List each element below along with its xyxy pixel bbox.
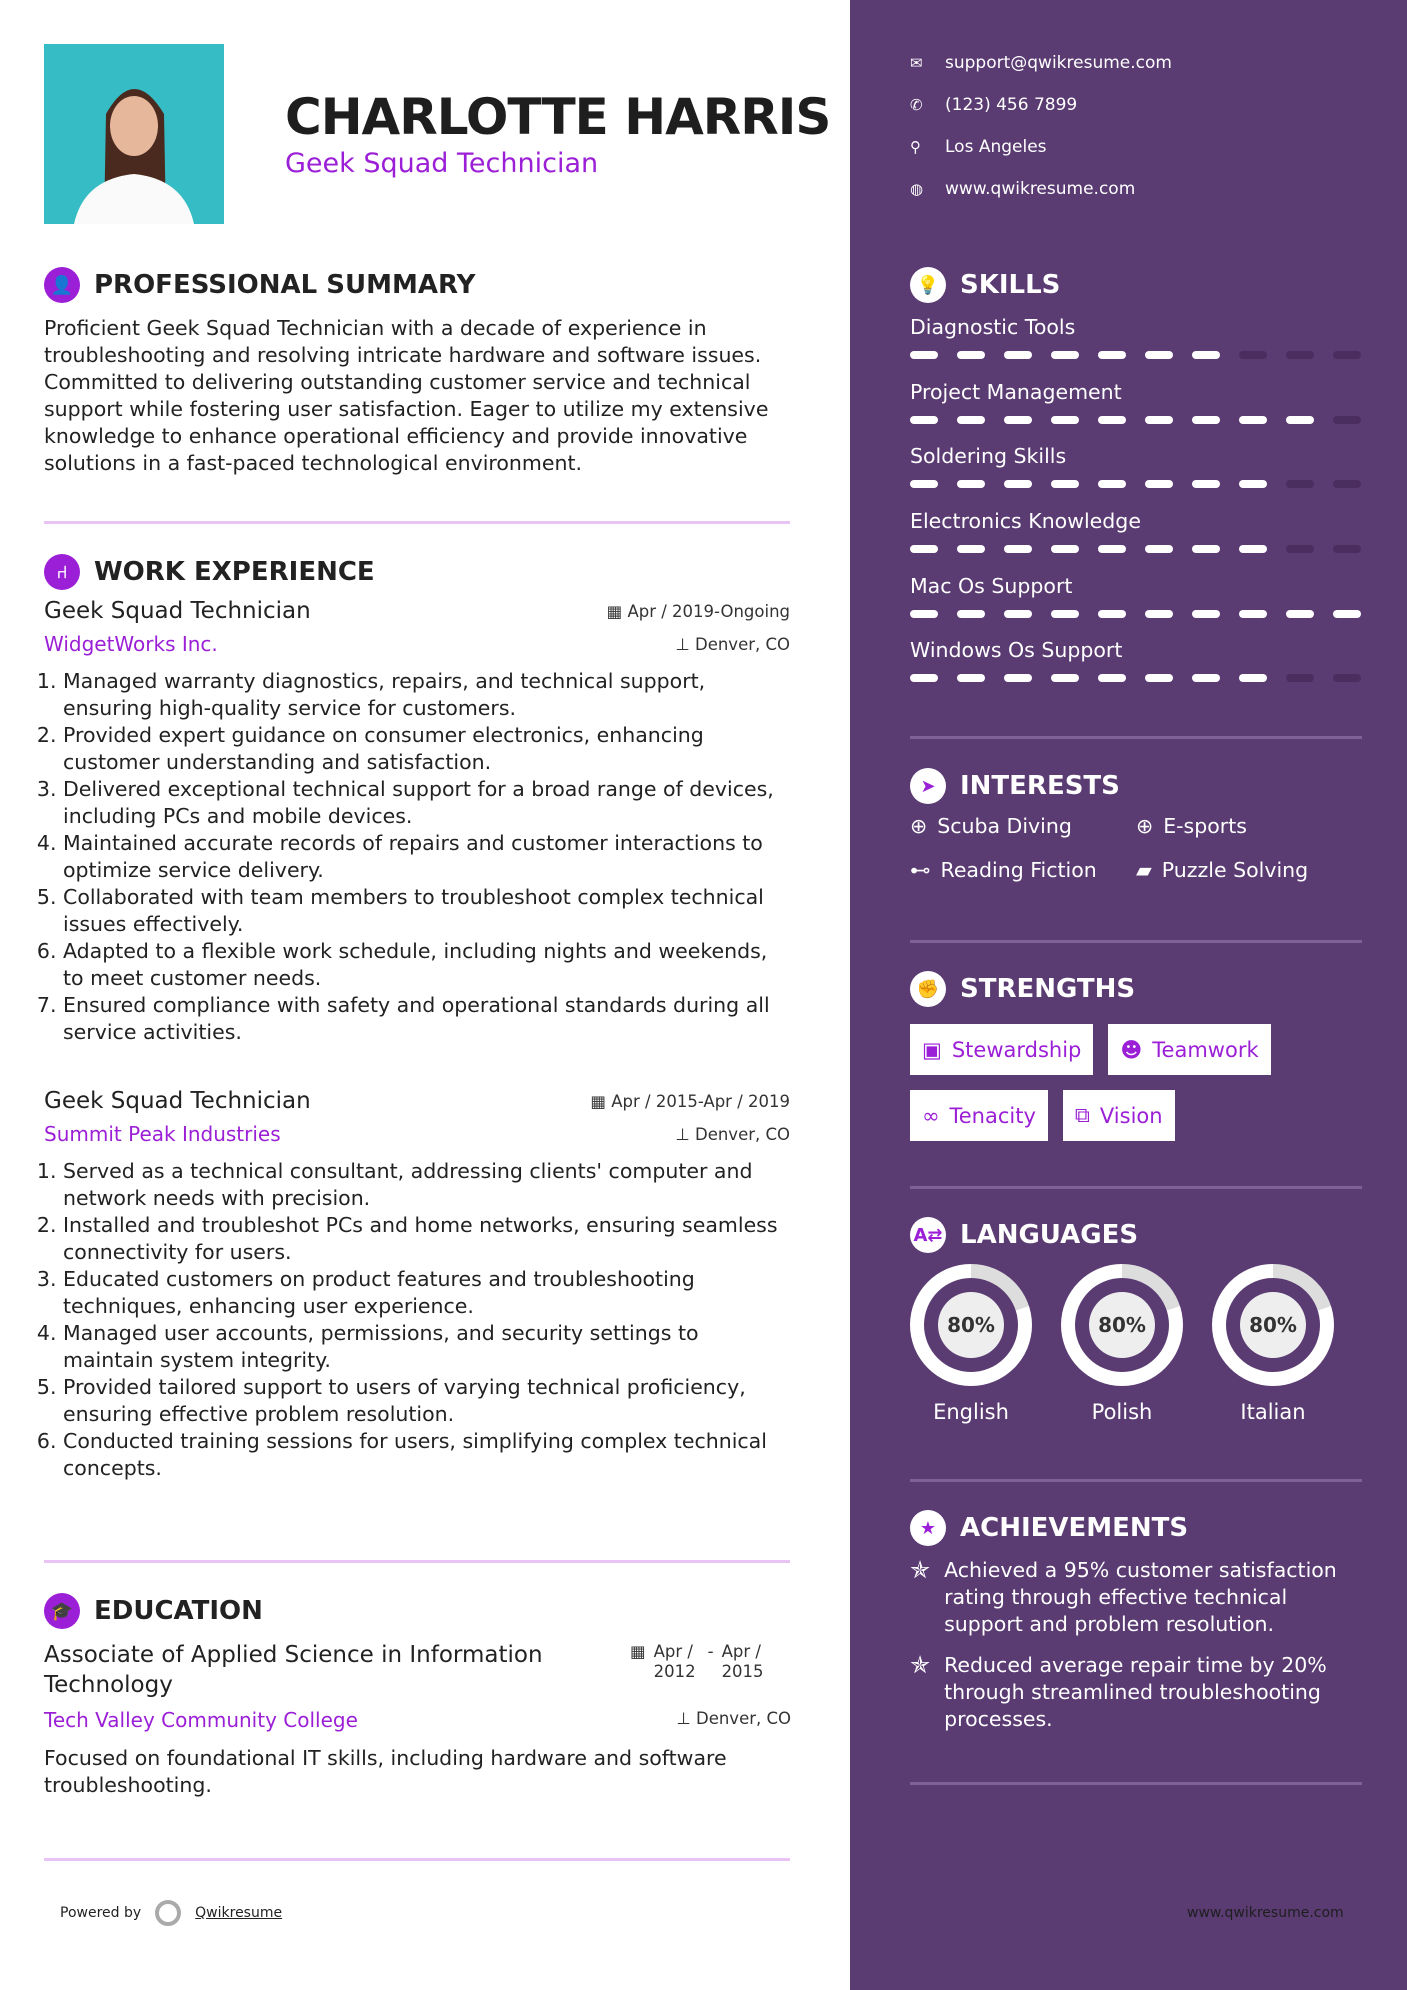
calendar-icon: ▦ [606, 601, 628, 621]
skill-level-segment [910, 545, 938, 553]
briefcase-icon: ▣ [922, 1037, 942, 1062]
skill-level-segment [1333, 545, 1361, 553]
job-bullet: 2. Provided expert guidance on consumer electronics, enhancing customer understanding and satisfaction. [63, 722, 790, 776]
skill-level-segment [1333, 480, 1361, 488]
skill-level-segment [1145, 416, 1173, 424]
interest-name: Reading Fiction [940, 858, 1097, 882]
skill-item [910, 444, 1361, 509]
languages-heading-text: LANGUAGES [960, 1220, 1139, 1250]
education-heading [44, 1593, 263, 1629]
skill-level-segment [1239, 351, 1267, 359]
contact-text: support@qwikresume.com [945, 53, 1172, 73]
interest-name: Scuba Diving [937, 814, 1072, 838]
skill-level-segment [1004, 480, 1032, 488]
divider [44, 1560, 790, 1563]
job-dates [590, 1092, 790, 1111]
envelope-icon: ✉ [910, 54, 923, 72]
skill-level-segment [1192, 480, 1220, 488]
job-bullets [44, 668, 790, 1046]
language-item [1061, 1264, 1183, 1424]
strength-name: Vision [1099, 1103, 1163, 1128]
interest-item [910, 814, 1136, 838]
language-name: Italian [1240, 1400, 1306, 1424]
skill-level-segment [957, 545, 985, 553]
divider [44, 521, 790, 524]
globe-icon: ◍ [910, 180, 924, 198]
education-dates [630, 1642, 768, 1682]
interests-heading-text: INTERESTS [960, 771, 1120, 801]
skill-level-segment [1004, 610, 1032, 618]
contact-item[interactable] [910, 168, 1172, 210]
summary-heading-text: PROFESSIONAL SUMMARY [94, 270, 476, 300]
job-bullet: 7. Ensured compliance with safety and operational standards during all service activities. [63, 992, 790, 1046]
skill-level-segment [1286, 480, 1314, 488]
job-bullet: 5. Collaborated with team members to troubleshoot complex technical issues effectively. [63, 884, 790, 938]
skill-level-segment [1333, 351, 1361, 359]
language-percent: 80% [1240, 1292, 1306, 1358]
interest-item [1136, 814, 1362, 838]
achievements-heading-text: ACHIEVEMENTS [960, 1513, 1189, 1543]
contact-text: www.qwikresume.com [945, 179, 1136, 199]
job-location-text: Denver, CO [694, 1124, 790, 1144]
skill-level-segment [1004, 545, 1032, 553]
skill-level-segment [1051, 610, 1079, 618]
skill-level-segment [910, 351, 938, 359]
education-location-text: Denver, CO [695, 1709, 791, 1728]
lightbulb-icon: 💡 [910, 267, 946, 303]
job-dates [607, 602, 790, 621]
divider [44, 1858, 790, 1861]
language-item [910, 1264, 1032, 1424]
job-bullet: 3. Educated customers on product features and troubleshooting techniques, enhancing user experience. [63, 1266, 790, 1320]
contact-item[interactable] [910, 42, 1172, 84]
interest-item [1136, 858, 1362, 882]
candidate-name: CHARLOTTE HARRIS [285, 88, 831, 146]
strengths-heading [910, 971, 1135, 1007]
job-location-text: Denver, CO [694, 634, 790, 654]
education-start: Apr / 2012 [653, 1642, 696, 1681]
skill-level-segment [1098, 545, 1126, 553]
interest-item [910, 858, 1136, 882]
strength-badge [910, 1090, 1048, 1141]
experience-heading [44, 554, 375, 590]
star-icon: ✯ [910, 1556, 931, 1584]
skill-level-segment [1051, 480, 1079, 488]
job-title: Geek Squad Technician [44, 598, 311, 624]
job-location [675, 635, 790, 654]
map-pin-icon: ⚲ [910, 138, 921, 156]
candidate-title: Geek Squad Technician [285, 148, 599, 179]
calendar-icon: ▦ [630, 1642, 646, 1661]
job-dates-text: Apr / 2019-Ongoing [627, 601, 790, 621]
skill-item [910, 380, 1361, 445]
skill-level-segment [1004, 351, 1032, 359]
experience-heading-text: WORK EXPERIENCE [94, 557, 375, 587]
skill-level-segment [957, 480, 985, 488]
company-name: Summit Peak Industries [44, 1122, 281, 1146]
strength-badge [910, 1024, 1093, 1075]
skill-level-segment [910, 480, 938, 488]
skill-item [910, 638, 1361, 703]
skill-level-bar [910, 545, 1361, 553]
powered-by-text: Powered by [60, 1905, 142, 1921]
skill-level-segment [1192, 674, 1220, 682]
skill-level-segment [1239, 480, 1267, 488]
skill-level-bar [910, 480, 1361, 488]
divider [910, 1186, 1362, 1189]
degree: Associate of Applied Science in Information Technology [44, 1642, 543, 1698]
education-heading-text: EDUCATION [94, 1596, 263, 1626]
job-bullet: 6. Adapted to a flexible work schedule, including nights and weekends, to meet customer needs. [63, 938, 790, 992]
language-item [1212, 1264, 1334, 1424]
skill-level-segment [910, 610, 938, 618]
achievement-text: Achieved a 95% customer satisfaction rating through effective technical support and problem resolution. [944, 1558, 1337, 1636]
skill-item [910, 315, 1361, 380]
calendar-icon: ▦ [590, 1091, 612, 1111]
life-ring-icon: ⊕ [910, 814, 928, 838]
job-bullet: 1. Served as a technical consultant, addressing clients' computer and network needs with precision. [63, 1158, 790, 1212]
skill-level-segment [1145, 545, 1173, 553]
skill-level-segment [1286, 674, 1314, 682]
skill-level-segment [1004, 674, 1032, 682]
contact-item[interactable] [910, 84, 1172, 126]
paper-plane-icon: ➤ [910, 768, 946, 804]
contact-item[interactable] [910, 126, 1172, 168]
education-description: Focused on foundational IT skills, including hardware and software troubleshooting. [44, 1746, 727, 1797]
strengths-heading-text: STRENGTHS [960, 974, 1136, 1004]
chair-icon: ⑁ [44, 554, 80, 590]
job-bullet: 5. Provided tailored support to users of varying technical proficiency, ensuring effective problem resolution. [63, 1374, 790, 1428]
job-bullet: 3. Delivered exceptional technical support for a broad range of devices, including PCs and mobile devices. [63, 776, 790, 830]
strength-badge [1108, 1024, 1270, 1075]
star-icon: ✯ [910, 1651, 931, 1679]
language-progress-ring [1061, 1264, 1183, 1386]
skill-level-segment [957, 610, 985, 618]
achievements-heading [910, 1510, 1188, 1546]
job-dates-text: Apr / 2015-Apr / 2019 [611, 1091, 790, 1111]
skill-level-segment [1051, 674, 1079, 682]
job-entry [44, 598, 790, 1046]
skill-level-bar [910, 610, 1361, 618]
star-badge-icon: ★ [910, 1510, 946, 1546]
skill-name: Soldering Skills [910, 444, 1067, 469]
users-icon: ☻ [1120, 1037, 1143, 1062]
job-bullets [44, 1158, 790, 1482]
skill-level-segment [1145, 480, 1173, 488]
powered-by [60, 1900, 282, 1926]
skill-level-segment [1333, 610, 1361, 618]
interests-heading [910, 768, 1120, 804]
skill-name: Mac Os Support [910, 573, 1073, 598]
skill-level-bar [910, 416, 1361, 424]
user-icon: 👤 [44, 267, 80, 303]
skill-level-segment [1051, 545, 1079, 553]
skills-heading-text: SKILLS [960, 270, 1061, 300]
date-separator: - [707, 1642, 714, 1661]
strength-name: Stewardship [951, 1037, 1082, 1062]
phone-icon: ✆ [910, 96, 923, 114]
company-name: WidgetWorks Inc. [44, 632, 218, 656]
skill-level-segment [957, 416, 985, 424]
skill-level-segment [1098, 610, 1126, 618]
job-bullet: 2. Installed and troubleshot PCs and home networks, ensuring seamless connectivity for users. [63, 1212, 790, 1266]
skill-level-segment [1098, 351, 1126, 359]
job-bullet: 1. Managed warranty diagnostics, repairs, and technical support, ensuring high-quality service for customers. [63, 668, 790, 722]
skill-level-segment [910, 674, 938, 682]
strength-badge [1063, 1090, 1175, 1141]
language-progress-ring [910, 1264, 1032, 1386]
skill-level-segment [1239, 416, 1267, 424]
skill-level-segment [957, 674, 985, 682]
language-name: English [933, 1400, 1009, 1424]
skill-level-segment [1192, 610, 1220, 618]
pin-icon: ⊥ [675, 634, 695, 654]
achievement-item [910, 1652, 1370, 1733]
skill-level-segment [1333, 674, 1361, 682]
job-bullet: 4. Managed user accounts, permissions, and security settings to maintain system integrity. [63, 1320, 790, 1374]
skill-level-segment [1098, 480, 1126, 488]
summary-heading [44, 267, 475, 303]
language-percent: 80% [1089, 1292, 1155, 1358]
skill-level-segment [1192, 545, 1220, 553]
skill-level-segment [910, 416, 938, 424]
divider [910, 940, 1362, 943]
achievement-item [910, 1557, 1370, 1638]
footer-website[interactable]: www.qwikresume.com [1187, 1905, 1344, 1921]
skill-level-segment [1145, 674, 1173, 682]
contact-text: (123) 456 7899 [945, 95, 1078, 115]
skill-item [910, 574, 1361, 639]
job-location [675, 1125, 790, 1144]
skill-level-segment [1286, 545, 1314, 553]
skills-heading [910, 267, 1060, 303]
graduate-icon: 🎓 [44, 1593, 80, 1629]
skill-level-segment [1004, 416, 1032, 424]
contact-text: Los Angeles [945, 137, 1047, 157]
skill-name: Diagnostic Tools [910, 315, 1076, 339]
skill-level-segment [1286, 416, 1314, 424]
skill-level-segment [1239, 610, 1267, 618]
job-bullet: 4. Maintained accurate records of repairs and customer interactions to optimize service delivery. [63, 830, 790, 884]
binoculars-icon: ⧉ [1074, 1103, 1090, 1127]
skill-level-segment [1098, 416, 1126, 424]
book-icon: ▰ [1136, 858, 1152, 882]
strength-name: Teamwork [1152, 1037, 1259, 1062]
sidebar [850, 0, 1407, 1990]
skill-level-segment [1239, 674, 1267, 682]
qwikresume-link[interactable]: Qwikresume [195, 1905, 283, 1921]
languages-heading [910, 1217, 1138, 1253]
skill-level-segment [1098, 674, 1126, 682]
interest-name: E-sports [1163, 814, 1247, 838]
divider [910, 1782, 1362, 1785]
skill-level-bar [910, 674, 1361, 682]
skill-level-segment [1051, 351, 1079, 359]
qwikresume-logo-icon [155, 1900, 181, 1926]
skill-level-segment [1286, 610, 1314, 618]
translate-icon: A⇄ [910, 1217, 946, 1253]
skill-level-segment [1051, 416, 1079, 424]
language-progress-ring [1212, 1264, 1334, 1386]
divider [910, 736, 1362, 739]
education-end: Apr / 2015 [721, 1642, 764, 1681]
pin-icon: ⊥ [675, 1124, 695, 1144]
skill-level-segment [1145, 351, 1173, 359]
skill-name: Electronics Knowledge [910, 509, 1141, 534]
skill-name: Windows Os Support [910, 638, 1123, 663]
fist-icon: ✊ [910, 971, 946, 1007]
skill-name: Project Management [910, 379, 1122, 404]
strength-name: Tenacity [949, 1103, 1036, 1128]
job-bullet: 6. Conducted training sessions for users, simplifying complex technical concepts. [63, 1428, 790, 1482]
skill-level-segment [1192, 416, 1220, 424]
job-title: Geek Squad Technician [44, 1088, 311, 1114]
summary-text: Proficient Geek Squad Technician with a decade of experience in troubleshooting and resolving intricate hardware and software issues. Committed to delivering outstanding customer service and technical support while fostering user satisfaction. Eager to utilize my extensive knowledge to enhance operational efficiency and provide innovative solutions in a fast-paced technological environment. [44, 316, 769, 475]
language-percent: 80% [938, 1292, 1004, 1358]
divider [910, 1479, 1362, 1482]
profile-photo [44, 44, 224, 224]
skill-level-segment [1145, 610, 1173, 618]
life-ring-icon: ⊕ [1136, 814, 1154, 838]
skill-level-segment [1239, 545, 1267, 553]
achievement-text: Reduced average repair time by 20% through streamlined troubleshooting processes. [944, 1653, 1327, 1731]
school: Tech Valley Community College [44, 1708, 358, 1732]
pin-icon: ⊥ [676, 1709, 696, 1728]
skill-level-segment [1192, 351, 1220, 359]
education-location [676, 1709, 791, 1728]
language-name: Polish [1091, 1400, 1153, 1424]
skill-level-segment [1286, 351, 1314, 359]
skill-item [910, 509, 1361, 574]
gamepad-icon: ⊷ [910, 858, 931, 882]
skill-level-bar [910, 351, 1361, 359]
skill-level-segment [957, 351, 985, 359]
skill-level-segment [1333, 416, 1361, 424]
link-icon: ∞ [922, 1103, 940, 1128]
interest-name: Puzzle Solving [1161, 858, 1309, 882]
job-entry [44, 1088, 790, 1482]
